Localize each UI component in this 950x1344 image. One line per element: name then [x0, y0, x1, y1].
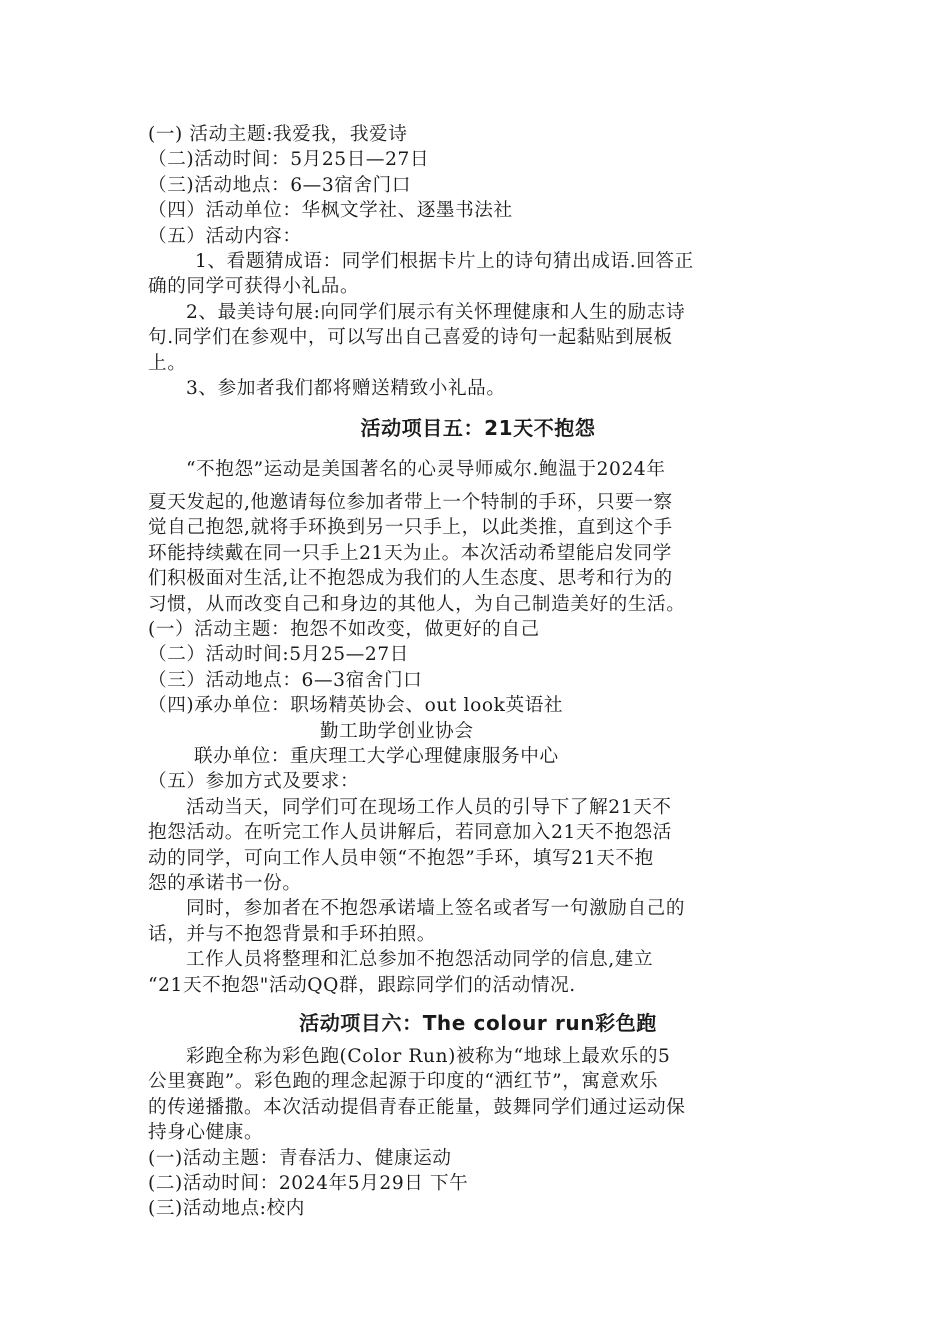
s5-intro-line: 们积极面对生活,让不抱怨成为我们的人生态度、思考和行为的	[148, 568, 673, 590]
s5-intro-line: 环能持续戴在同一只手上21天为止。本次活动希望能启发同学	[148, 542, 672, 564]
section-heading-5: 活动项目五：21天不抱怨	[360, 416, 596, 441]
s5-para2-line: 同时，参加者在不抱怨承诺墙上签名或者写一句激励自己的	[186, 898, 686, 920]
s4-item1-line: 1、看题猜成语：同学们根据卡片上的诗句猜出成语.回答正	[195, 251, 694, 273]
s5-para3-line: 工作人员将整理和汇总参加不抱怨活动同学的信息,建立	[186, 949, 654, 971]
document-page	[148, 122, 808, 1222]
s5-join-title: （五）参加方式及要求：	[148, 771, 360, 793]
s6-intro-line: 公里赛跑”。彩色跑的理念起源于印度的“洒红节”，寓意欢乐	[148, 1071, 659, 1093]
s5-para1-line: 抱怨活动。在听完工作人员讲解后，若同意加入21天不抱怨活	[148, 822, 672, 844]
s4-item2-line: 上。	[148, 352, 187, 374]
s5-organizer-extra: 勤工助学创业协会	[320, 720, 474, 742]
s5-para1-line: 动的同学，可向工作人员申领“不抱怨”手环，填写21天不抱	[148, 847, 654, 869]
s5-intro-line: 习惯，从而改变自己和身边的其他人，为自己制造美好的生活。	[148, 593, 686, 615]
s5-intro-line: 夏天发起的,他邀请每位参加者带上一个特制的手环，只要一察	[148, 491, 673, 513]
s4-item1-line: 确的同学可获得小礼品。	[148, 276, 360, 298]
s5-organizer-line: （四)承办单位：职场精英协会、out look英语社	[148, 695, 564, 717]
s5-para1-line: 怨的承诺书一份。	[148, 872, 302, 894]
s6-theme-line: (一)活动主题：青春活力、健康运动	[148, 1147, 452, 1169]
s6-intro-line: 持身心健康。	[148, 1122, 264, 1144]
section-heading-6: 活动项目六：The colour run彩色跑	[299, 1011, 657, 1035]
s5-theme-line: (一）活动主题：抱怨不如改变，做更好的自己	[148, 618, 540, 640]
s6-intro-line: 的传递播撒。本次活动提倡青春正能量，鼓舞同学们通过运动保	[148, 1096, 686, 1118]
s4-item2-line: 2、最美诗句展:向同学们展示有关怀理健康和人生的励志诗	[186, 301, 686, 323]
s5-co-organizer-line: 联办单位：重庆理工大学心理健康服务中心	[194, 745, 559, 767]
s4-place-line: （三)活动地点：6—3宿舍门口	[148, 174, 412, 196]
s4-unit-line: （四）活动单位：华枫文学社、逐墨书法社	[148, 200, 513, 222]
s5-para2-line: 话，并与不抱怨背景和手环拍照。	[148, 923, 436, 945]
s6-place-line: (三)活动地点:校内	[148, 1198, 305, 1220]
s4-item3-line: 3、参加者我们都将赠送精致小礼品。	[186, 378, 506, 400]
s6-time-line: (二)活动时间：2024年5月29日 下午	[148, 1173, 469, 1195]
s4-time-line: （二)活动时间：5月25日—27日	[148, 149, 430, 171]
s5-time-line: （二）活动时间:5月25—27日	[148, 644, 409, 666]
s5-para3-line: “21天不抱怨"活动QQ群，跟踪同学们的活动情况.	[148, 974, 576, 996]
s5-intro-line: 觉自己抱怨,就将手环换到另一只手上，以此类推，直到这个手	[148, 517, 673, 539]
s5-place-line: （三）活动地点：6—3宿舍门口	[148, 669, 423, 691]
s6-intro-line: 彩跑全称为彩色跑(Color Run)被称为“地球上最欢乐的5	[186, 1046, 671, 1067]
s5-para1-line: 活动当天，同学们可在现场工作人员的引导下了解21天不	[186, 796, 672, 818]
s4-theme-line: (一) 活动主题:我爱我，我爱诗	[148, 124, 408, 145]
s4-content-title: （五）活动内容：	[148, 225, 302, 247]
s4-item2-line: 句.同学们在参观中，可以写出自己喜爱的诗句一起黏贴到展板	[148, 327, 673, 349]
s5-intro-line: “不抱怨”运动是美国著名的心灵导师威尔.鲍温于2024年	[186, 459, 666, 481]
